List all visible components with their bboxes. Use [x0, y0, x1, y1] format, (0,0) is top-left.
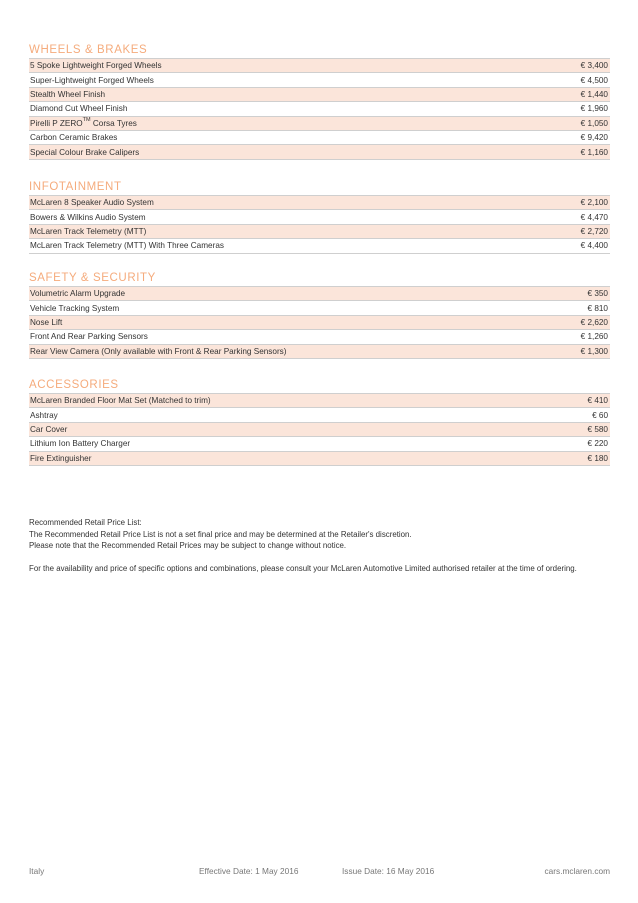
- option-price: € 1,160: [580, 147, 608, 157]
- option-name: McLaren Branded Floor Mat Set (Matched to trim): [30, 396, 211, 406]
- option-row: [29, 316, 610, 330]
- option-name-main: Pirelli P ZERO: [30, 118, 83, 128]
- option-name: Ashtray: [30, 410, 58, 420]
- option-name: McLaren Track Telemetry (MTT) With Three Cameras: [30, 241, 224, 251]
- option-row: [29, 301, 610, 315]
- option-price: € 3,400: [580, 61, 608, 71]
- option-table: [29, 286, 610, 359]
- option-price: € 9,420: [580, 133, 608, 143]
- footer-website-link[interactable]: cars.mclaren.com: [544, 866, 610, 876]
- option-row: [29, 452, 610, 466]
- option-name: Car Cover: [30, 424, 68, 434]
- section-accessories: [29, 378, 610, 466]
- option-price: € 2,100: [580, 198, 608, 208]
- option-name: McLaren 8 Speaker Audio System: [30, 198, 154, 208]
- option-table: [29, 58, 610, 160]
- option-price: € 4,500: [580, 75, 608, 85]
- option-row: [29, 196, 610, 210]
- option-row: [29, 437, 610, 451]
- trademark-mark: TM: [82, 117, 91, 124]
- section-title: INFOTAINMENT: [29, 181, 122, 193]
- option-price: € 2,620: [580, 317, 608, 327]
- option-row: [29, 345, 610, 359]
- option-name: Special Colour Brake Calipers: [30, 147, 140, 157]
- section-title: WHEELS & BRAKES: [29, 44, 148, 56]
- option-row: [29, 73, 610, 87]
- section-title: ACCESSORIES: [29, 379, 119, 391]
- section-title: SAFETY & SECURITY: [29, 272, 156, 284]
- option-price: € 580: [587, 424, 608, 434]
- option-price: € 350: [587, 289, 608, 299]
- option-row: [29, 239, 610, 253]
- option-price: € 180: [587, 453, 608, 463]
- option-name-suffix: Corsa Tyres: [90, 118, 137, 128]
- option-row: [29, 423, 610, 437]
- option-price: € 4,400: [580, 241, 608, 251]
- option-row: [29, 59, 610, 73]
- option-price: € 1,300: [580, 346, 608, 356]
- option-name: Super-Lightweight Forged Wheels: [30, 75, 154, 85]
- section-infotainment: [29, 180, 610, 254]
- option-price: € 410: [587, 396, 608, 406]
- option-row: [29, 408, 610, 422]
- option-row: [29, 131, 610, 145]
- option-name: Vehicle Tracking System: [30, 303, 120, 313]
- option-row: [29, 210, 610, 224]
- option-table: [29, 393, 610, 466]
- section-safety-security: [29, 271, 610, 359]
- footer-issue-date: Issue Date: 16 May 2016: [342, 866, 435, 876]
- option-row: [29, 330, 610, 344]
- option-price: € 2,720: [580, 226, 608, 236]
- notes-line: For the availability and price of specific options and combinations, please consult your McLaren Automotive Limited authorised retailer at the time of ordering.: [29, 563, 577, 573]
- option-name: Fire Extinguisher: [30, 453, 92, 463]
- option-name: Front And Rear Parking Sensors: [30, 332, 148, 342]
- option-name: Nose Lift: [30, 317, 63, 327]
- option-name: Stealth Wheel Finish: [30, 89, 106, 99]
- option-name: Bowers & Wilkins Audio System: [30, 212, 146, 222]
- option-table: [29, 195, 610, 254]
- option-row: [29, 117, 610, 131]
- option-row: [29, 102, 610, 116]
- option-price: € 1,260: [580, 332, 608, 342]
- option-price: € 1,050: [580, 118, 608, 128]
- option-row: [29, 145, 610, 159]
- option-name: Diamond Cut Wheel Finish: [30, 104, 128, 114]
- notes-line: Please note that the Recommended Retail Prices may be subject to change without notice.: [29, 541, 347, 551]
- option-price: € 220: [587, 439, 608, 449]
- option-name: McLaren Track Telemetry (MTT): [30, 226, 147, 236]
- notes-heading: Recommended Retail Price List:: [29, 518, 142, 527]
- notes-spacer: [29, 552, 609, 563]
- option-row: [29, 287, 610, 301]
- option-price: € 1,960: [580, 104, 608, 114]
- section-wheels-brakes: [29, 43, 610, 160]
- option-row: [29, 394, 610, 408]
- option-name: [30, 119, 137, 128]
- footer-effective-date: Effective Date: 1 May 2016: [199, 866, 299, 876]
- option-row: [29, 225, 610, 239]
- footer-country: Italy: [29, 866, 45, 876]
- option-price: € 1,440: [580, 89, 608, 99]
- notes-block: [29, 517, 609, 574]
- notes-line: The Recommended Retail Price List is not a set final price and may be determined at the Retailer's discretion.: [29, 529, 412, 539]
- option-name: Carbon Ceramic Brakes: [30, 133, 118, 143]
- option-name: Rear View Camera (Only available with Front & Rear Parking Sensors): [30, 346, 287, 356]
- option-name: Volumetric Alarm Upgrade: [30, 289, 126, 299]
- option-price: € 4,470: [580, 212, 608, 222]
- option-name: Lithium Ion Battery Charger: [30, 439, 131, 449]
- page-footer: [29, 866, 610, 878]
- option-name: 5 Spoke Lightweight Forged Wheels: [30, 61, 162, 71]
- option-price: € 810: [587, 303, 608, 313]
- option-price: € 60: [592, 410, 608, 420]
- option-row: [29, 88, 610, 102]
